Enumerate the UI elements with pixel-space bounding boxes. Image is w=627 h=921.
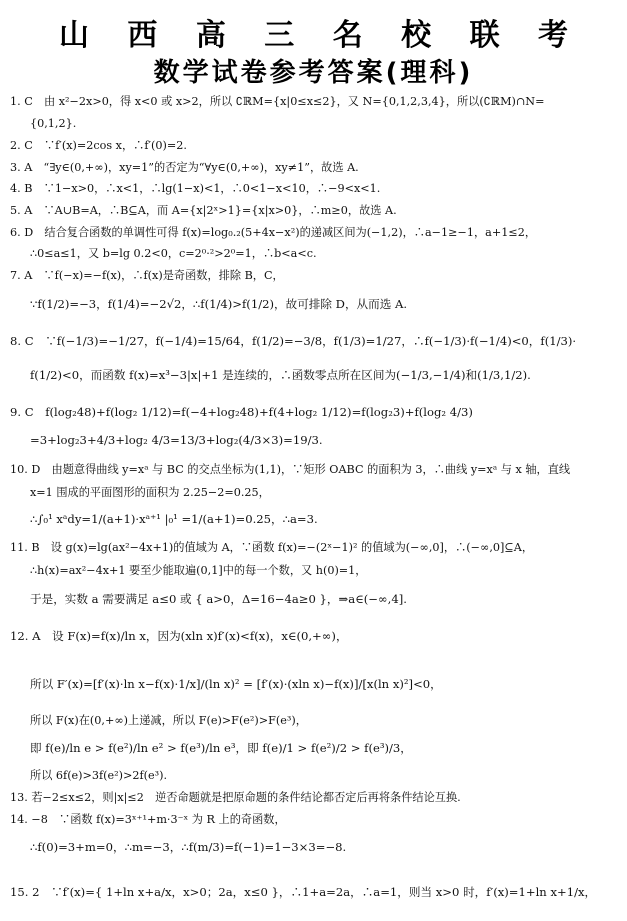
page-subtitle: 数学试卷参考答案(理科)	[153, 58, 474, 88]
answer-line: ∵f(1/2)=−3，f(1/4)=−2√2，∴f(1/4)>f(1/2)，故可排除 D，从而选 A.	[30, 297, 408, 311]
answer-line: 15. 2 ∵f′(x)={ 1+ln x+a/x，x>0；2a，x≤0 }，∴1+a=2a，∴a=1，则当 x>0 时，f′(x)=1+ln x+1/x，	[10, 885, 597, 899]
answer-line: 11. B 设 g(x)=lg(ax²−4x+1)的值域为 A，∵函数 f(x)=−(2ˣ−1)² 的值域为(−∞,0]，∴(−∞,0]⊆A，	[10, 541, 534, 554]
answer-line: ∴∫₀¹ xᵃdy=1/(a+1)·xᵃ⁺¹ |₀¹ =1/(a+1)=0.25，∴a=3.	[30, 512, 318, 526]
answer-line: 12. A 设 F(x)=f(x)/ln x，因为(xln x)f′(x)<f(x)，x∈(0,+∞)，	[10, 629, 348, 643]
answer-line: 于是，实数 a 需要满足 a≤0 或 { a>0，Δ=16−4a≥0 }，⇒a∈(−∞,4].	[30, 592, 407, 606]
answer-line: 1. C 由 x²−2x>0，得 x<0 或 x>2，所以 ∁ℝM={x|0≤x≤2}，又 N={0,1,2,3,4}，所以(∁ℝM)∩N=	[10, 95, 545, 108]
answer-line: =3+log₂3+4/3+log₂ 4/3=13/3+log₂(4/3×3)=19/3.	[30, 433, 323, 447]
answer-line: ∴f(0)=3+m=0，∴m=−3，∴f(m/3)=f(−1)=1−3×3=−8.	[30, 840, 347, 854]
answer-line: 5. A ∵A∪B=A，∴B⊆A，而 A={x|2ˣ>1}={x|x>0}，∴m≥0，故选 A.	[10, 204, 397, 217]
answer-line: 9. C f(log₂48)+f(log₂ 1/12)=f(−4+log₂48)+f(4+log₂ 1/12)=f(log₂3)+f(log₂ 4/3)	[10, 405, 473, 419]
answer-line: 6. D 结合复合函数的单调性可得 f(x)=log₀.₂(5+4x−x²)的递减区间为(−1,2)，∴a−1≥−1，a+1≤2，	[10, 226, 537, 239]
answer-line: 即 f(e)/ln e > f(e²)/ln e² > f(e³)/ln e³，即 f(e)/1 > f(e²)/2 > f(e³)/3，	[30, 741, 412, 755]
answer-line: 10. D 由题意得曲线 y=xᵃ 与 BC 的交点坐标为(1,1)，∵矩形 OABC 的面积为 3，∴曲线 y=xᵃ 与 x 轴，直线	[10, 463, 571, 476]
answer-line: x=1 围成的平面图形的面积为 2.25−2=0.25，	[30, 486, 270, 499]
answer-line: 3. A “∃y∈(0,+∞)，xy=1”的否定为“∀y∈(0,+∞)，xy≠1”，故选 A.	[10, 161, 359, 174]
answer-line: 13. 若−2≤x≤2，则|x|≤2 逆否命题就是把原命题的条件结论都否定后再将条件结论互换.	[10, 791, 461, 804]
answer-line: 7. A ∵f(−x)=−f(x)，∴f(x)是奇函数，排除 B，C，	[10, 269, 284, 282]
answer-line: 8. C ∵f(−1/3)=−1/27，f(−1/4)=15/64，f(1/2)=−3/8，f(1/3)=1/27，∴f(−1/3)·f(−1/4)<0，f(1/3)·	[10, 334, 577, 348]
answer-line: 所以 F(x)在(0,+∞)上递减，所以 F(e)>F(e²)>F(e³)，	[30, 714, 307, 727]
answer-line: 14. −8 ∵函数 f(x)=3ˣ⁺¹+m·3⁻ˣ 为 R 上的奇函数，	[10, 813, 286, 826]
answer-line: 所以 6f(e)>3f(e²)>2f(e³).	[30, 769, 168, 782]
answer-line: ∴0≤a≤1，又 b=lg 0.2<0，c=2⁰·²>2⁰=1，∴b<a<c.	[30, 247, 317, 260]
answer-line: 所以 F′(x)=[f′(x)·ln x−f(x)·1/x]/(ln x)² = [f′(x)·(xln x)−f(x)]/[x(ln x)²]<0，	[30, 677, 442, 691]
answer-line: f(1/2)<0，而函数 f(x)=x³−3|x|+1 是连续的，∴函数零点所在区间为(−1/3,−1/4)和(1/3,1/2).	[30, 368, 531, 382]
page-title: 山 西 高 三 名 校 联 考	[58, 18, 583, 53]
answer-line: 2. C ∵f′(x)=2cos x，∴f′(0)=2.	[10, 139, 187, 152]
answer-line: ∴h(x)=ax²−4x+1 要至少能取遍(0,1]中的每一个数，又 h(0)=1，	[30, 564, 367, 577]
answer-line: 4. B ∵1−x>0，∴x<1，∴lg(1−x)<1，∴0<1−x<10，∴−9<x<1.	[10, 182, 381, 195]
answer-line: {0,1,2}.	[30, 117, 77, 130]
